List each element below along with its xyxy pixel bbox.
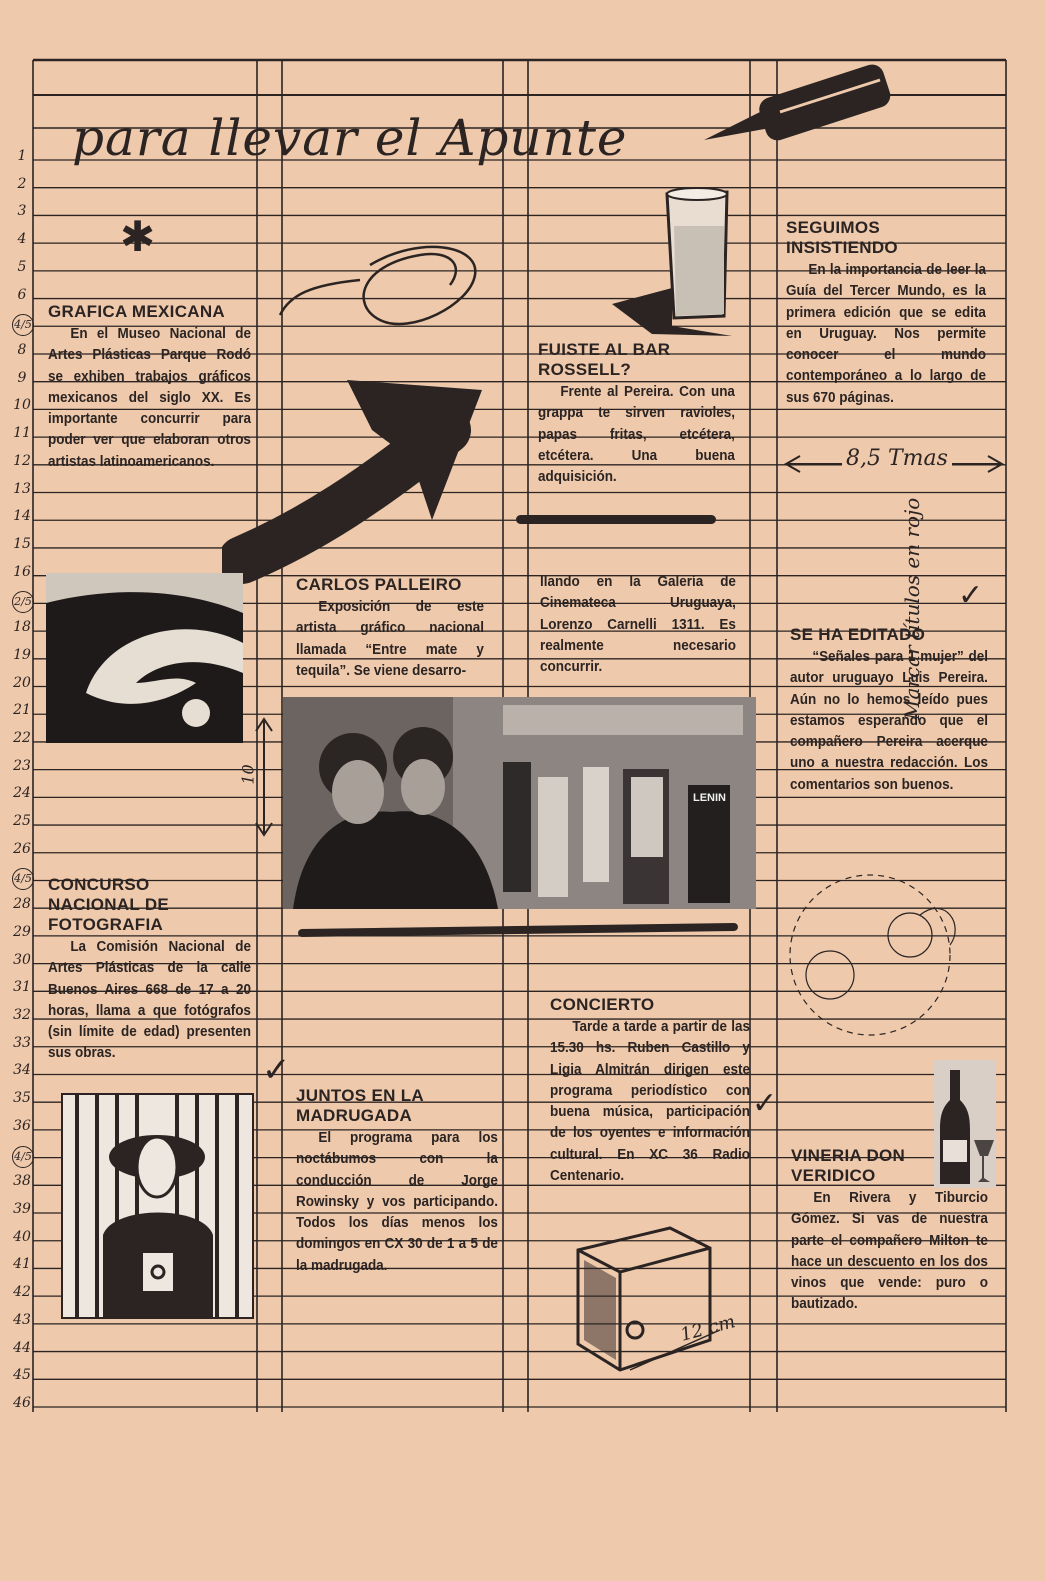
line-number: 34: [13, 1062, 31, 1079]
check-icon: ✓: [958, 578, 984, 613]
article-body: “Señales para 1 mujer” del autor uruguayo Luis Pereira. Aún no lo hemos leído pues estamos esperando que el compañero Pereira acerque uno a nuestra redacción. Los comentarios son buenos.: [790, 649, 988, 793]
check-icon: ✓: [262, 1050, 291, 1090]
article-title: FUISTE AL BAR ROSSELL?: [538, 340, 671, 379]
line-number: 4: [17, 231, 27, 248]
line-number: 1: [17, 148, 27, 164]
line-number: 4/5: [12, 314, 34, 336]
line-number: 5: [17, 258, 27, 275]
article-seguimos: [786, 218, 986, 409]
article-title: SEGUIMOS INSISTIENDO: [786, 218, 898, 257]
article-body: llando en la Galería de Cinemateca Uruguaya, Lorenzo Carnelli 1311. Es realmente necesario concurrir.: [540, 574, 736, 676]
height-mark: 10: [238, 764, 258, 785]
line-number: 20: [13, 674, 31, 691]
article-body: En Rivera y Tiburcio Gómez. Si vas de nuestra parte el compañero Milton te hace un descuento en los dos vinos que vende: puro o bautizado.: [791, 1190, 988, 1313]
pen-icon: [700, 52, 900, 152]
line-number: 45: [13, 1367, 31, 1384]
article-title: GRAFICA MEXICANA: [48, 302, 225, 321]
line-number: 30: [13, 951, 31, 968]
line-number: 6: [17, 286, 27, 303]
graphic-artwork: [46, 573, 243, 743]
check-icon: ✓: [752, 1086, 778, 1121]
prisoner-illustration: [61, 1093, 254, 1319]
article-concurso: [48, 875, 251, 1065]
article-body: En el Museo Nacional de Artes Plásticas Parque Rodó se exhiben trabajos gráficos mexicanos del siglo XX. Es importante concurrir para poder ver que elaboran otros artistas latinoamericanos.: [48, 326, 251, 470]
article-body: La Comisión Nacional de Artes Plásticas de la calle Buenos Aires 668 de 17 a 20 horas, llama a que fotógrafos (sin límite de edad) presenten sus obras.: [48, 939, 251, 1062]
side-note: Marcar títulos en rojo: [900, 497, 924, 720]
line-number: 2: [17, 175, 27, 192]
article-title: CONCIERTO: [550, 995, 655, 1014]
article-palleiro-continued: [540, 570, 736, 678]
line-number: 44: [13, 1339, 31, 1356]
line-number: 4/5: [12, 868, 34, 890]
line-number: 10: [13, 397, 31, 414]
article-juntos: [296, 1086, 498, 1277]
line-number: 21: [13, 702, 31, 719]
asterisk-icon: ✱: [120, 212, 156, 261]
line-number: 35: [13, 1090, 31, 1107]
article-title: VINERIA DON VERIDICO: [791, 1146, 906, 1185]
article-palleiro: [296, 575, 484, 682]
line-number: 3: [17, 203, 27, 220]
exhibition-photo: [283, 697, 756, 909]
line-number: 33: [13, 1034, 31, 1051]
line-number: 18: [13, 619, 31, 636]
article-title: SE HA EDITADO: [790, 625, 926, 644]
line-number: 29: [13, 923, 31, 940]
line-number: 25: [13, 813, 31, 830]
line-number: 19: [13, 646, 31, 663]
article-title: CONCURSO NACIONAL DE FOTOGRAFIA: [48, 875, 170, 934]
size-note: 12 cm: [678, 1311, 738, 1346]
line-number: 16: [13, 563, 31, 580]
line-number: 9: [17, 369, 27, 386]
line-number: 43: [13, 1311, 31, 1328]
header-title: para llevar el Apunte: [72, 109, 628, 167]
line-number: 13: [13, 480, 31, 497]
radio-box-sketch: [570, 1220, 770, 1385]
line-number: 23: [13, 757, 31, 774]
line-number: 28: [13, 896, 31, 913]
glass-icon: [612, 186, 742, 361]
line-number: 26: [13, 840, 31, 857]
line-number: 2/5: [12, 591, 34, 613]
line-number: 41: [13, 1256, 31, 1273]
article-body: Tarde a tarde a partir de las 15.30 hs. Ruben Castillo y Ligia Almitrán dirigen este programa periodístico con buena música, participación de los oyentes e información cultural. En XC 36 Radio Centenario.: [550, 1019, 750, 1185]
poster-label: LENIN: [693, 792, 726, 804]
article-body: El programa para los noctábumos con la conducción de Jorge Rowinsky y vos participando. Todos los días menos los domingos en CX 30 de 1 a 5 de la madrugada.: [296, 1130, 498, 1274]
article-body: Frente al Pereira. Con una grappa te sirven ravioles, papas fritas, etcétera, etcétera. Una buena adquisición.: [538, 384, 735, 486]
line-number: 32: [13, 1007, 31, 1024]
article-editado: [790, 625, 988, 796]
line-number: 31: [13, 979, 31, 996]
line-number: 40: [13, 1228, 31, 1245]
line-number: 4/5: [12, 1146, 34, 1168]
article-title: JUNTOS EN LA MADRUGADA: [296, 1086, 424, 1125]
line-number: 36: [13, 1117, 31, 1134]
line-number: 11: [13, 425, 31, 442]
line-number: 24: [13, 785, 31, 802]
divider-stroke: [516, 515, 716, 524]
article-bar-rossell: [538, 340, 735, 488]
article-vineria: [791, 1146, 988, 1316]
line-number: 8: [17, 341, 27, 358]
article-body: En la importancia de leer la Guía del Tercer Mundo, es la primera edición que se edita en Uruguay. Nos permite conocer el mundo contemporáneo a lo largo de sus 670 páginas.: [786, 262, 986, 406]
face-doodle: [770, 855, 980, 1055]
line-number: 39: [13, 1201, 31, 1218]
line-number: 12: [13, 452, 31, 469]
line-number: 38: [13, 1173, 31, 1190]
line-number: 42: [13, 1284, 31, 1301]
line-number: 22: [13, 729, 31, 746]
article-body: Exposición de este artista gráfico nacional llamada “Entre mate y tequila”. Se viene desarro-: [296, 599, 484, 679]
line-number: 14: [13, 508, 31, 525]
line-number: 46: [13, 1395, 31, 1411]
article-grafica-mexicana: [48, 302, 251, 473]
line-number: 15: [13, 535, 31, 552]
price-annotation: 8,5 Tmas: [842, 446, 952, 471]
article-concierto: [550, 995, 750, 1187]
article-title: CARLOS PALLEIRO: [296, 575, 462, 594]
scribble-doodle: [250, 225, 540, 345]
big-arrow-icon: [222, 370, 492, 590]
